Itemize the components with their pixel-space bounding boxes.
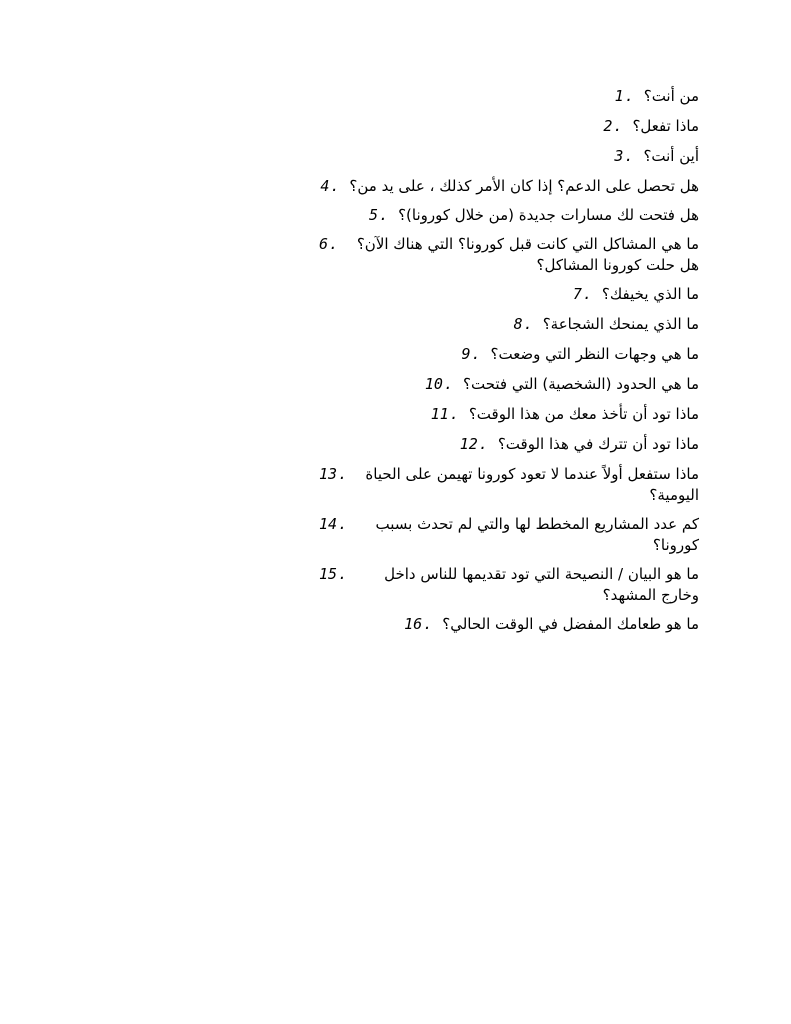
question-text: هل تحصل على الدعم؟ إذا كان الأمر كذلك ، على يد من؟ [349,177,699,195]
question-number: 13. [319,465,348,483]
question-text: ماذا تفعل؟ [632,117,699,135]
question-number: 16. [404,615,433,633]
question-number: 14. [319,515,348,533]
list-item [319,344,699,365]
list-item [319,404,699,425]
question-number: 5. [369,206,389,224]
question-text: ما هي المشاكل التي كانت قبل كورونا؟ التي هناك الآن؟ هل حلت كورونا المشاكل؟ [356,235,699,274]
list-item [319,116,699,137]
list-item [319,614,699,635]
question-text: كم عدد المشاريع المخطط لها والتي لم تحدث بسبب كورونا؟ [375,515,699,554]
question-number: 12. [459,435,488,453]
question-number: 6. [319,235,339,253]
question-number: 2. [603,117,623,135]
list-item [319,374,699,395]
list-item [319,464,699,506]
list-item [319,176,699,197]
question-number: 9. [461,345,481,363]
question-number: 3. [614,147,634,165]
question-number: 15. [319,565,348,583]
list-item [319,514,699,556]
question-number: 4. [320,177,340,195]
question-text: ماذا تود أن تأخذ معك من هذا الوقت؟ [468,405,699,423]
question-text: ما هي الحدود (الشخصية) التي فتحت؟ [463,375,699,393]
question-text: ما هي وجهات النظر التي وضعت؟ [490,345,699,363]
question-text: هل فتحت لك مسارات جديدة (من خلال كورونا)؟ [398,206,699,224]
question-text: ماذا ستفعل أولاً عندما لا تعود كورونا تهيمن على الحياة اليومية؟ [365,465,699,504]
question-list [319,86,699,644]
question-text: ما الذي يمنحك الشجاعة؟ [542,315,699,333]
list-item [319,146,699,167]
question-number: 7. [572,285,592,303]
question-text: من أنت؟ [643,87,699,105]
list-item [319,234,699,276]
question-text: ما هو البيان / النصيحة التي تود تقديمها للناس داخل وخارج المشهد؟ [384,565,699,604]
question-number: 1. [614,87,634,105]
question-text: ما هو طعامك المفضل في الوقت الحالي؟ [442,615,699,633]
list-item [319,314,699,335]
question-text: ما الذي يخيفك؟ [601,285,699,303]
question-number: 11. [430,405,459,423]
question-text: ماذا تود أن تترك في هذا الوقت؟ [497,435,699,453]
list-item [319,434,699,455]
question-number: 8. [513,315,533,333]
list-item [319,205,699,226]
question-number: 10. [424,375,453,393]
list-item [319,86,699,107]
list-item [319,284,699,305]
question-text: أين أنت؟ [643,147,699,165]
list-item [319,564,699,606]
